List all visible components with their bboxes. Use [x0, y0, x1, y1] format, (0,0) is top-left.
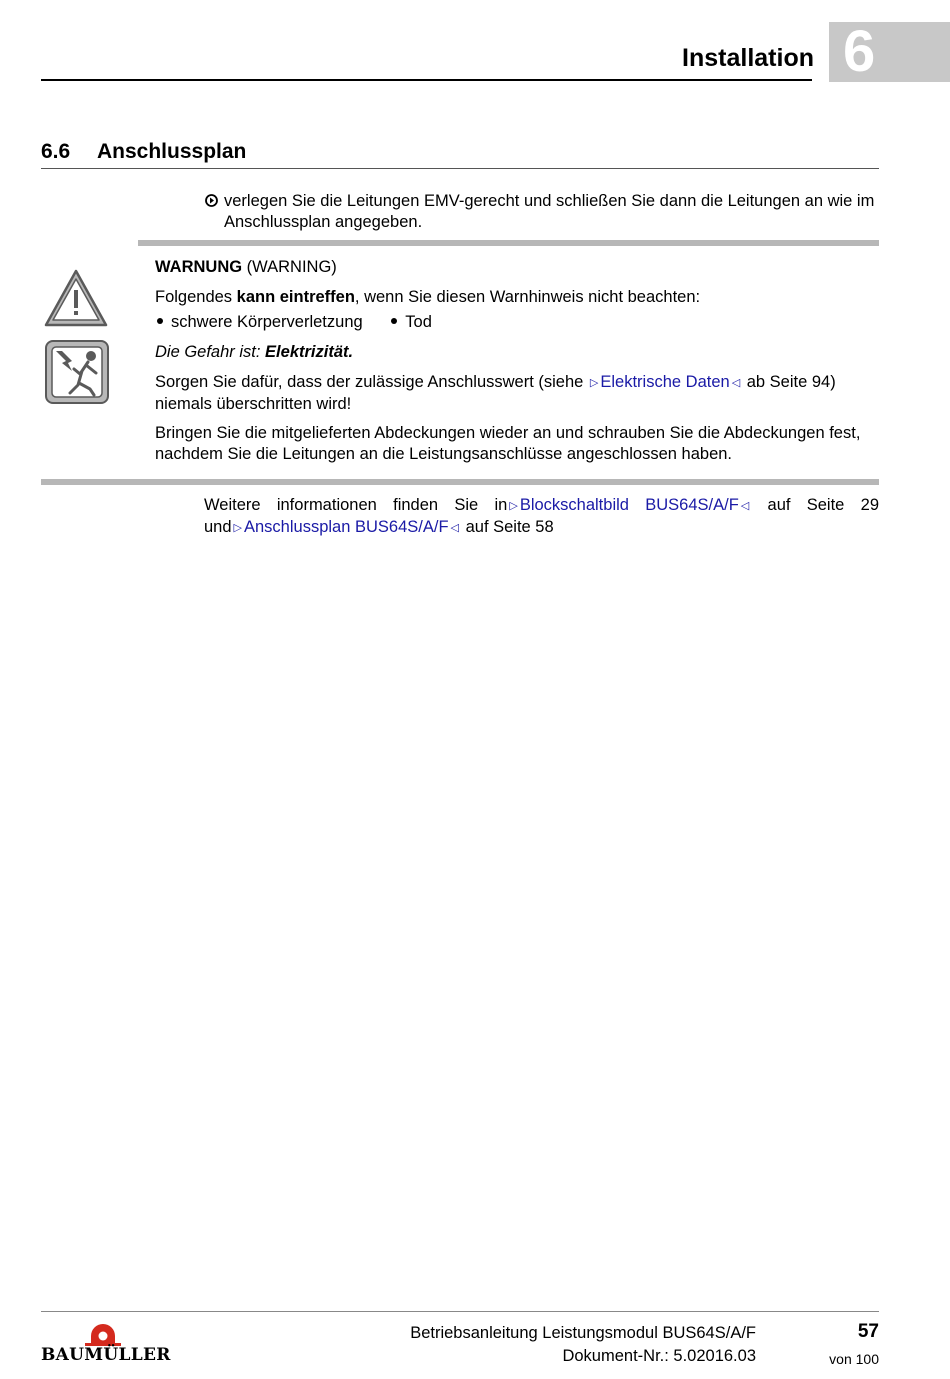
word: und	[204, 518, 232, 536]
header-title: Installation	[682, 44, 814, 72]
paragraph-text: Sorgen Sie dafür, dass der zulässige Anschlusswert (siehe	[155, 373, 588, 391]
warning-intro	[155, 287, 879, 308]
warning-paragraph-1	[155, 372, 879, 415]
list-item-text: schwere Körperverletzung	[171, 313, 363, 331]
section-title: Anschlussplan	[97, 140, 247, 163]
word: auf	[767, 496, 791, 514]
warning-label: WARNUNG	[155, 258, 243, 276]
footer-document-info	[300, 1322, 756, 1368]
logo-text: BAUMÜLLER	[41, 1345, 171, 1365]
page-total: von 100	[829, 1351, 879, 1367]
danger-text: Die Gefahr ist:	[155, 343, 266, 361]
warning-heading	[155, 257, 879, 278]
word: informationen	[276, 496, 377, 514]
word: Weitere	[204, 496, 261, 514]
link-group-1	[495, 495, 629, 517]
warning-intro-text: Folgendes	[155, 288, 237, 306]
page-number: 57	[857, 1321, 879, 1342]
warning-triangle-icon	[43, 268, 109, 328]
warning-paragraph-2: Bringen Sie die mitgelieferten Abdeckungen wieder an und schrauben Sie die Abdeckungen fest, nachdem Sie die Leitungen an die Leistungsanschlüsse angeschlossen haben.	[155, 424, 861, 463]
baumueller-logo	[41, 1324, 171, 1366]
warning-intro-text-end: , wenn Sie diesen Warnhinweis nicht beachten:	[354, 288, 701, 306]
more-info-line-1	[204, 495, 879, 517]
warning-intro-bold: kann eintreffen	[236, 288, 355, 306]
word: Sie	[454, 496, 479, 514]
warning-bar-top	[138, 240, 879, 246]
document-number: Dokument-Nr.: 5.02016.03	[562, 1347, 756, 1365]
step-text: verlegen Sie die Leitungen EMV-gerecht und schließen Sie dann die Leitungen an wie im Anschlussplan angegeben.	[224, 192, 875, 231]
word: finden	[393, 496, 439, 514]
link-open-icon: ▷	[589, 377, 599, 389]
link-blockschaltbild[interactable]: Blockschaltbild	[519, 496, 629, 514]
list-item	[155, 313, 363, 331]
chapter-number: 6	[843, 19, 876, 84]
step-arrow-icon	[205, 194, 218, 207]
word: Seite	[806, 496, 845, 514]
section-rule	[41, 168, 879, 169]
paragraph-text-end: ab Seite 94) niemals überschritten wird!	[155, 373, 836, 413]
list-item	[389, 313, 432, 331]
word: auf Seite 58	[465, 518, 554, 536]
link-open-icon: ▷	[233, 522, 242, 534]
step-instruction	[205, 191, 879, 233]
danger-line	[155, 342, 879, 363]
link-blockschaltbild-model[interactable]: BUS64S/A/F	[645, 496, 739, 514]
link-group-2	[645, 495, 751, 517]
warning-label-en: (WARNING)	[246, 258, 337, 276]
consequence-list	[155, 312, 432, 333]
more-info	[204, 495, 879, 539]
word: in	[494, 496, 508, 514]
section-number: 6.6	[41, 140, 71, 163]
link-elektrische-daten[interactable]: Elektrische Daten	[600, 373, 730, 391]
bullet-icon	[391, 318, 397, 324]
document-title: Betriebsanleitung Leistungsmodul BUS64S/A/F	[410, 1324, 756, 1342]
more-info-line-2	[204, 517, 879, 539]
bullet-icon	[157, 318, 163, 324]
link-close-icon: ◁	[450, 522, 459, 534]
electric-shock-icon	[44, 339, 110, 405]
footer-rule	[41, 1311, 879, 1312]
header-rule	[41, 79, 812, 81]
link-anschlussplan[interactable]: Anschlussplan BUS64S/A/F	[244, 518, 449, 536]
link-close-icon: ◁	[740, 500, 750, 512]
link-open-icon: ▷	[509, 500, 518, 512]
section-heading	[41, 140, 246, 164]
warning-bar-bottom	[41, 479, 879, 485]
word: 29	[860, 496, 879, 514]
danger-type: Elektrizität.	[265, 343, 354, 361]
link-close-icon: ◁	[731, 377, 741, 389]
logo-mark-icon	[41, 1324, 165, 1346]
list-item-text: Tod	[405, 313, 432, 331]
chapter-tab	[829, 19, 950, 84]
